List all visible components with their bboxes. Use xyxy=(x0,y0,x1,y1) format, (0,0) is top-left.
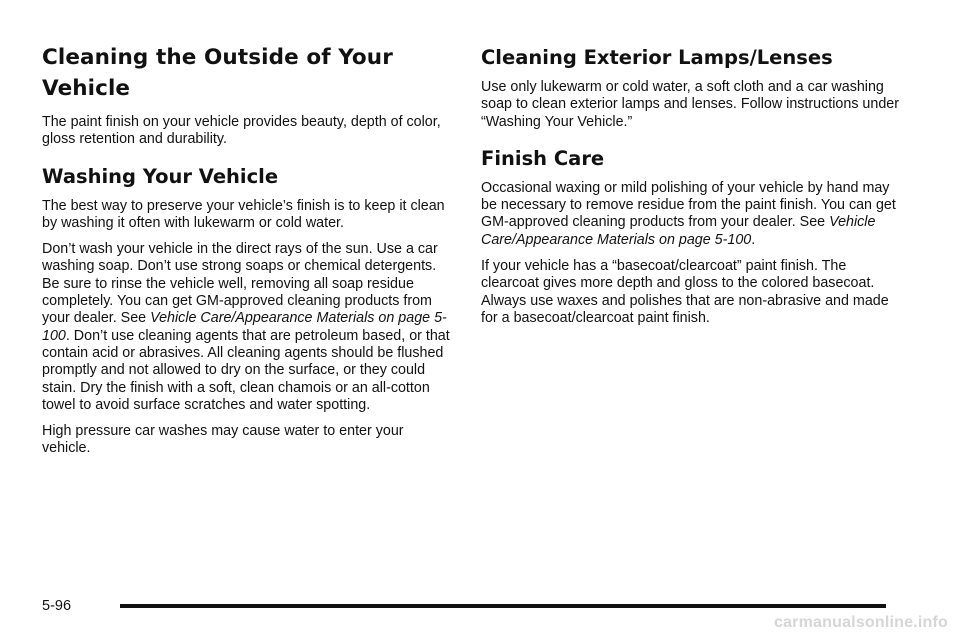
page-number: 5-96 xyxy=(42,598,72,614)
right-column xyxy=(481,42,901,336)
finish-paragraph-1-text-a: Occasional waxing or mild polishing of your vehicle by hand may be necessary to remove residue from the paint finish. You can get GM-approved cleaning products from your dealer. See xyxy=(481,179,896,231)
left-column xyxy=(42,42,452,467)
section-heading-finish-care: Finish Care xyxy=(481,146,605,170)
finish-paragraph-1-text-b: . xyxy=(751,231,756,248)
section-heading-exterior-lamps: Cleaning Exterior Lamps/Lenses xyxy=(481,46,833,69)
footer-rule xyxy=(120,604,886,608)
washing-paragraph-2 xyxy=(42,241,452,414)
watermark-text: carmanualsonline.info xyxy=(773,614,948,631)
washing-paragraph-3: High pressure car washes may cause water to enter your vehicle. xyxy=(42,423,404,457)
washing-paragraph-1: The best way to preserve your vehicle’s finish is to keep it clean by washing it often with lukewarm or cold water. xyxy=(42,197,445,231)
finish-paragraph-1 xyxy=(481,180,901,249)
cross-reference-link[interactable]: Vehicle Care/Appearance Materials on page 5-100 xyxy=(42,310,447,344)
finish-paragraph-2: If your vehicle has a “basecoat/clearcoat” paint finish. The clearcoat gives more depth and gloss to the colored basecoat. Always use waxes and polishes that are non-abrasive and made for a basecoat/clearcoat paint finish. xyxy=(481,258,889,326)
lamps-paragraph: Use only lukewarm or cold water, a soft cloth and a car washing soap to clean exterior lamps and lenses. Follow instructions under “Washing Your Vehicle.” xyxy=(481,79,900,130)
cross-reference-link[interactable]: Vehicle Care/Appearance Materials on page 5-100 xyxy=(481,214,876,248)
washing-paragraph-2-text-a: Don’t wash your vehicle in the direct rays of the sun. Use a car washing soap. Don’t use strong soaps or chemical detergents. Be sure to rinse the vehicle well, removing all soap residue completely. You can get GM-approved cleaning products from your dealer. See xyxy=(42,241,438,327)
section-heading-cleaning-outside: Cleaning the Outside of Your Vehicle xyxy=(42,45,393,101)
section-heading-washing: Washing Your Vehicle xyxy=(42,164,279,188)
washing-paragraph-2-text-b: . Don’t use cleaning agents that are petroleum based, or that contain acid or abrasives. All cleaning agents should be flushed promptly and not allowed to dry on the surface, or they could stain. Dry the finish with a soft, clean chamois or an all-cotton towel to avoid surface scratches and water spotting. xyxy=(42,327,450,413)
intro-paragraph: The paint finish on your vehicle provides beauty, depth of color, gloss retention and durability. xyxy=(42,114,441,148)
